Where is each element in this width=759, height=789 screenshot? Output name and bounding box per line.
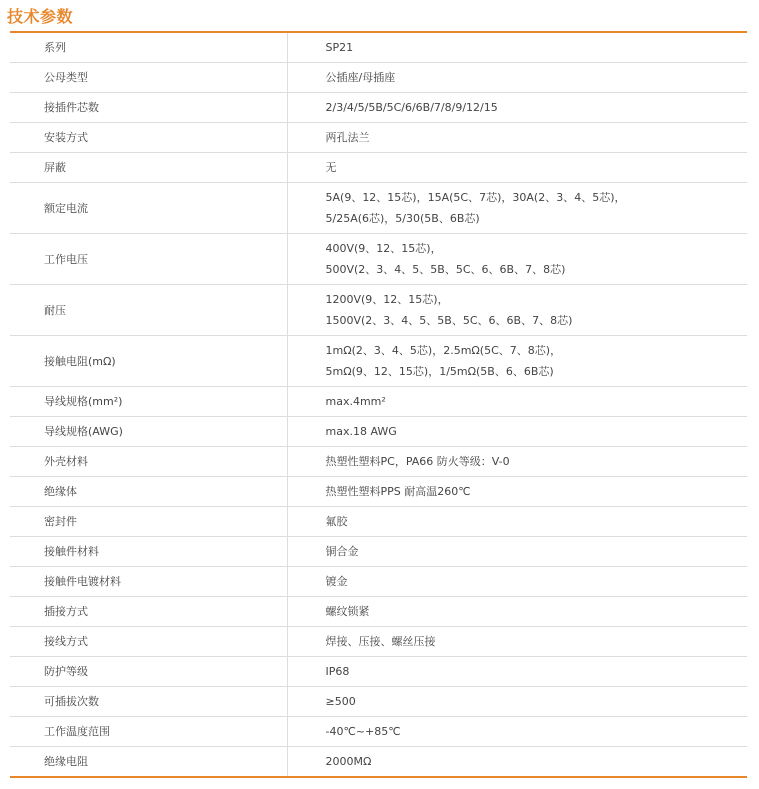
- spec-value-line: 5/25A(6芯)，5/30(5B、6B芯): [325, 212, 480, 225]
- spec-row: [10, 183, 747, 234]
- spec-value-line: SP21: [325, 41, 354, 54]
- spec-value-line: -40℃~+85℃: [325, 725, 401, 738]
- spec-label: 防护等级: [10, 657, 287, 687]
- spec-row: [10, 387, 747, 417]
- spec-value-line: 热塑性塑料PPS 耐高温260℃: [325, 485, 471, 498]
- spec-value: [287, 123, 747, 153]
- spec-value-line: ≥500: [325, 695, 356, 708]
- spec-value-line: 焊接、压接、螺丝压接: [325, 635, 436, 648]
- spec-table-body: [10, 32, 747, 777]
- spec-value: [287, 63, 747, 93]
- spec-label: 可插拔次数: [10, 687, 287, 717]
- spec-row: [10, 687, 747, 717]
- spec-label: 接触件电镀材料: [10, 567, 287, 597]
- spec-value-line: 氟胶: [325, 515, 348, 528]
- spec-value: [287, 285, 747, 336]
- spec-label: 接线方式: [10, 627, 287, 657]
- spec-value-line: 400V(9、12、15芯)，: [325, 242, 442, 255]
- spec-value: [287, 597, 747, 627]
- spec-value: [287, 417, 747, 447]
- spec-label: 绝缘电阻: [10, 747, 287, 778]
- spec-value-line: 公插座/母插座: [325, 71, 396, 84]
- spec-value: [287, 387, 747, 417]
- spec-row: [10, 123, 747, 153]
- spec-label: 工作温度范围: [10, 717, 287, 747]
- spec-value-line: 镀金: [325, 575, 348, 588]
- spec-label: 工作电压: [10, 234, 287, 285]
- spec-row: [10, 597, 747, 627]
- spec-value-line: 1500V(2、3、4、5、5B、5C、6、6B、7、8芯): [325, 314, 573, 327]
- spec-label: 导线规格(AWG): [10, 417, 287, 447]
- spec-value: [287, 717, 747, 747]
- spec-value: [287, 336, 747, 387]
- spec-row: [10, 507, 747, 537]
- spec-label: 导线规格(mm²): [10, 387, 287, 417]
- spec-row: [10, 537, 747, 567]
- spec-row: [10, 32, 747, 63]
- spec-value-line: 1mΩ(2、3、4、5芯)，2.5mΩ(5C、7、8芯)，: [325, 344, 562, 357]
- spec-value-line: 5A(9、12、15芯)，15A(5C、7芯)，30A(2、3、4、5芯)，: [325, 191, 626, 204]
- spec-value: [287, 234, 747, 285]
- spec-row: [10, 627, 747, 657]
- spec-label: 外壳材料: [10, 447, 287, 477]
- spec-value-line: IP68: [325, 665, 350, 678]
- spec-label: 密封件: [10, 507, 287, 537]
- spec-value-line: 5mΩ(9、12、15芯)，1/5mΩ(5B、6、6B芯): [325, 365, 554, 378]
- spec-value: [287, 477, 747, 507]
- spec-row: [10, 567, 747, 597]
- spec-row: [10, 63, 747, 93]
- spec-value-line: 铜合金: [325, 545, 359, 558]
- spec-value-line: 两孔法兰: [325, 131, 370, 144]
- spec-label: 安装方式: [10, 123, 287, 153]
- spec-label: 耐压: [10, 285, 287, 336]
- spec-value-line: 500V(2、3、4、5、5B、5C、6、6B、7、8芯): [325, 263, 566, 276]
- spec-value: [287, 93, 747, 123]
- spec-value-line: 2000MΩ: [325, 755, 372, 768]
- spec-value-line: 1200V(9、12、15芯)，: [325, 293, 449, 306]
- spec-label: 绝缘体: [10, 477, 287, 507]
- spec-row: [10, 447, 747, 477]
- spec-value: [287, 153, 747, 183]
- page-title: 技术参数: [7, 7, 74, 26]
- spec-value-line: max.4mm²: [325, 395, 386, 408]
- spec-table: [10, 31, 747, 778]
- spec-label: 插接方式: [10, 597, 287, 627]
- spec-value: [287, 537, 747, 567]
- spec-row: [10, 93, 747, 123]
- spec-row: [10, 153, 747, 183]
- spec-value-line: 2/3/4/5/5B/5C/6/6B/7/8/9/12/15: [325, 101, 498, 114]
- spec-label: 额定电流: [10, 183, 287, 234]
- spec-value-line: 螺纹锁紧: [325, 605, 370, 618]
- spec-row: [10, 747, 747, 778]
- spec-value: [287, 447, 747, 477]
- spec-label: 接插件芯数: [10, 93, 287, 123]
- spec-value-line: max.18 AWG: [325, 425, 397, 438]
- spec-label: 接触件材料: [10, 537, 287, 567]
- spec-value: [287, 747, 747, 778]
- spec-row: [10, 417, 747, 447]
- spec-row: [10, 285, 747, 336]
- spec-value-line: 热塑性塑料PC，PA66 防火等级：V-0: [325, 455, 510, 468]
- spec-value: [287, 32, 747, 63]
- spec-value: [287, 627, 747, 657]
- spec-value: [287, 687, 747, 717]
- spec-value: [287, 507, 747, 537]
- spec-value: [287, 657, 747, 687]
- spec-row: [10, 657, 747, 687]
- spec-label: 接触电阻(mΩ): [10, 336, 287, 387]
- spec-row: [10, 477, 747, 507]
- spec-value: [287, 183, 747, 234]
- spec-label: 系列: [10, 32, 287, 63]
- spec-value: [287, 567, 747, 597]
- spec-row: [10, 717, 747, 747]
- spec-value-line: 无: [325, 161, 337, 174]
- spec-row: [10, 336, 747, 387]
- spec-row: [10, 234, 747, 285]
- spec-label: 公母类型: [10, 63, 287, 93]
- spec-label: 屏蔽: [10, 153, 287, 183]
